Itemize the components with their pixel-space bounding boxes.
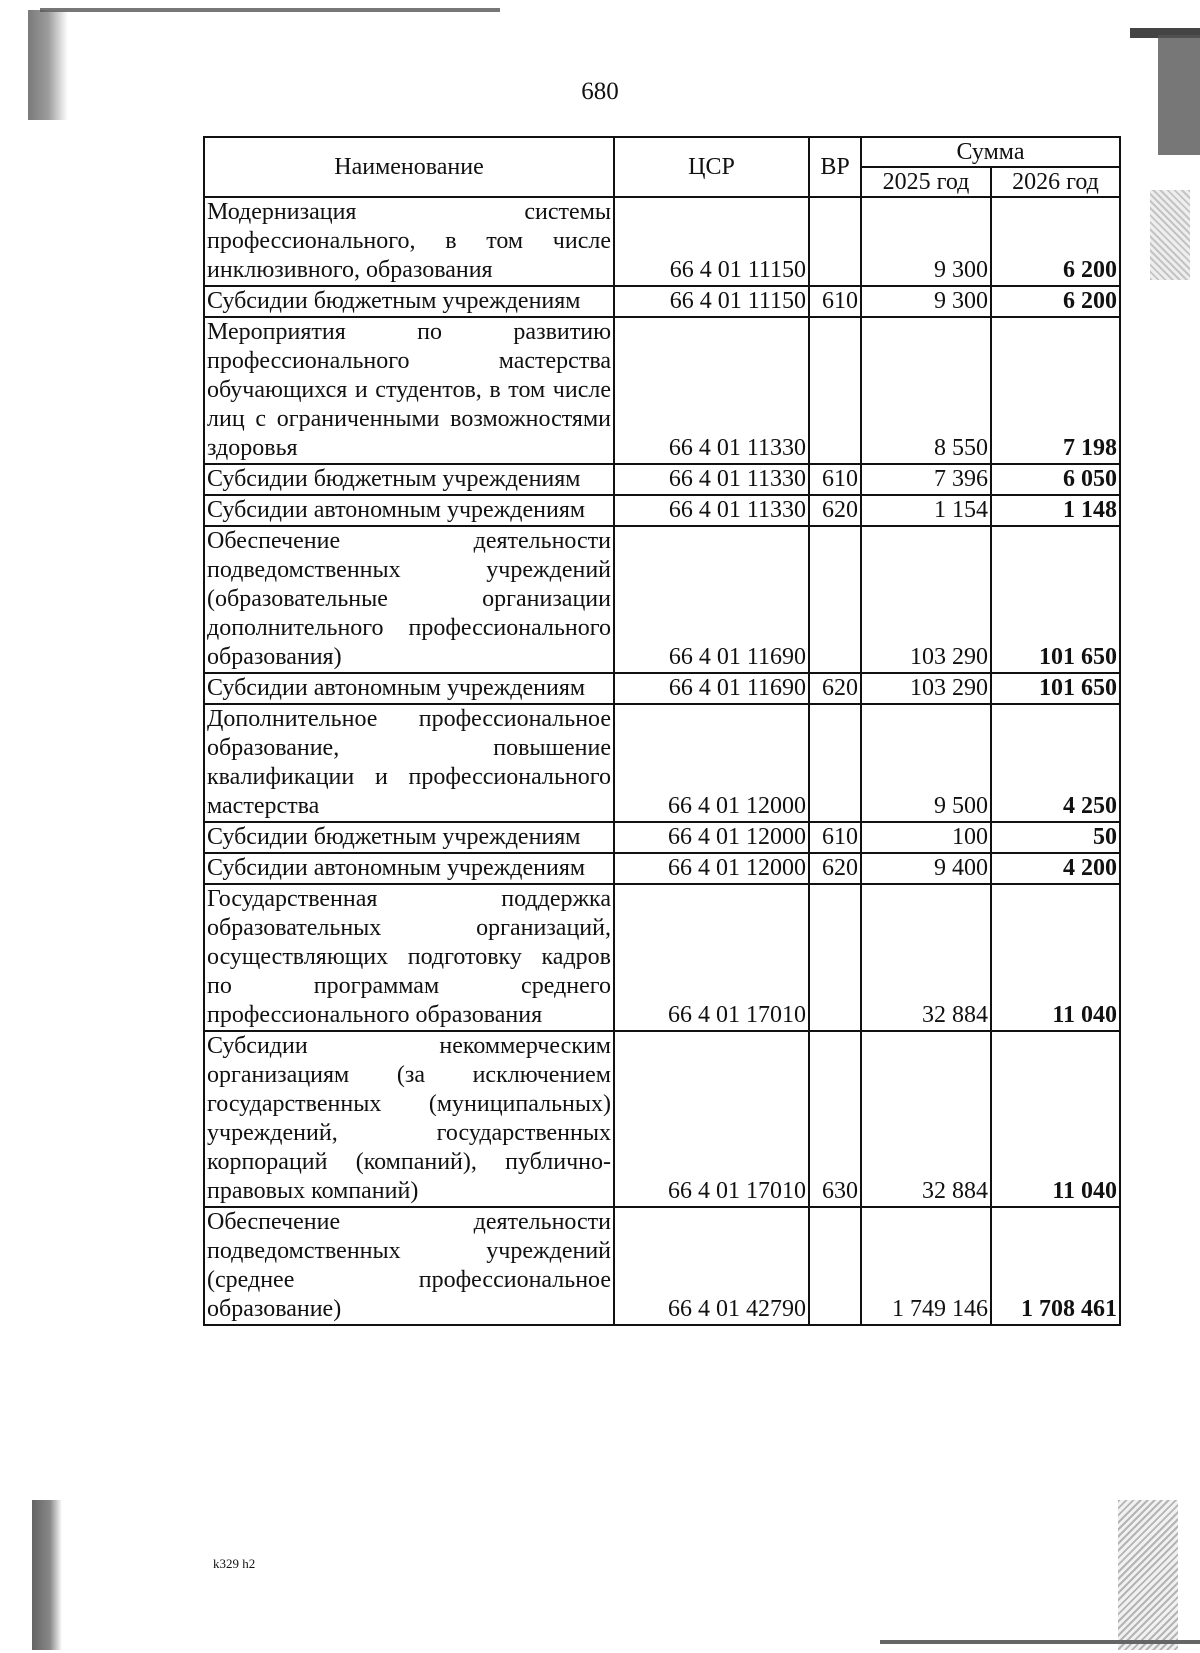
row-name-cell: Обеспечение деятельности подведомственных учреждений (образовательные организации дополнительного профессионального образования) [204,526,614,673]
row-name-cell: Субсидии автономным учреждениям [204,673,614,704]
row-amount-2026-cell: 11 040 [991,1031,1120,1207]
row-vr-cell: 610 [809,464,861,495]
row-amount-2026-cell: 6 200 [991,197,1120,286]
table-row [204,495,1120,526]
row-amount-2026-cell: 101 650 [991,673,1120,704]
page-number: 680 [581,78,619,105]
row-amount-2026-cell: 1 708 461 [991,1207,1120,1325]
row-csr-cell: 66 4 01 12000 [614,822,809,853]
row-vr-cell [809,704,861,822]
scan-edge-bottom [880,1640,1200,1644]
row-amount-2025-cell: 103 290 [861,526,991,673]
header-row [204,137,1120,167]
table-row [204,197,1120,286]
row-csr-cell: 66 4 01 12000 [614,704,809,822]
row-amount-2025-cell: 8 550 [861,317,991,464]
row-vr-cell [809,526,861,673]
row-amount-2025-cell: 32 884 [861,1031,991,1207]
row-csr-cell: 66 4 01 11690 [614,673,809,704]
row-csr-cell: 66 4 01 11150 [614,286,809,317]
header-sum: Сумма [861,137,1120,167]
header-csr: ЦСР [614,137,809,197]
row-name-cell: Субсидии автономным учреждениям [204,853,614,884]
row-amount-2025-cell: 1 749 146 [861,1207,991,1325]
row-vr-cell: 630 [809,1031,861,1207]
row-csr-cell: 66 4 01 11330 [614,317,809,464]
row-amount-2025-cell: 100 [861,822,991,853]
row-amount-2025-cell: 32 884 [861,884,991,1031]
row-amount-2025-cell: 1 154 [861,495,991,526]
row-amount-2026-cell: 4 250 [991,704,1120,822]
table-row [204,673,1120,704]
row-name-cell: Субсидии бюджетным учреждениям [204,286,614,317]
row-vr-cell: 620 [809,673,861,704]
row-csr-cell: 66 4 01 17010 [614,884,809,1031]
row-vr-cell [809,317,861,464]
row-amount-2026-cell: 1 148 [991,495,1120,526]
row-name-cell: Дополнительное профессиональное образование, повышение квалификации и профессионального мастерства [204,704,614,822]
row-vr-cell: 620 [809,853,861,884]
row-csr-cell: 66 4 01 11330 [614,464,809,495]
row-amount-2026-cell: 6 200 [991,286,1120,317]
row-amount-2026-cell: 11 040 [991,884,1120,1031]
row-amount-2025-cell: 9 300 [861,286,991,317]
table-row [204,1031,1120,1207]
row-amount-2026-cell: 101 650 [991,526,1120,673]
header-vr: ВР [809,137,861,197]
scan-shadow-left-bottom [32,1500,62,1650]
row-vr-cell [809,197,861,286]
row-csr-cell: 66 4 01 11150 [614,197,809,286]
table-row [204,1207,1120,1325]
row-vr-cell: 620 [809,495,861,526]
header-year-2025: 2025 год [861,167,991,197]
row-name-cell: Субсидии некоммерческим организациям (за исключением государственных (муниципальных) учреждений, государственных корпораций (компаний), публично-правовых компаний) [204,1031,614,1207]
row-amount-2025-cell: 9 400 [861,853,991,884]
row-vr-cell [809,884,861,1031]
scan-edge-top [40,8,500,12]
row-name-cell: Субсидии автономным учреждениям [204,495,614,526]
row-csr-cell: 66 4 01 42790 [614,1207,809,1325]
row-amount-2026-cell: 7 198 [991,317,1120,464]
row-amount-2025-cell: 103 290 [861,673,991,704]
scan-noise-right [1150,190,1190,280]
row-amount-2026-cell: 50 [991,822,1120,853]
table-row [204,286,1120,317]
table-row [204,884,1120,1031]
row-csr-cell: 66 4 01 17010 [614,1031,809,1207]
budget-table [203,136,1121,1326]
row-name-cell: Модернизация системы профессионального, в том числе инклюзивного, образования [204,197,614,286]
row-csr-cell: 66 4 01 12000 [614,853,809,884]
table-row [204,853,1120,884]
header-name: Наименование [204,137,614,197]
table-row [204,822,1120,853]
row-amount-2026-cell: 4 200 [991,853,1120,884]
row-csr-cell: 66 4 01 11690 [614,526,809,673]
table-row [204,704,1120,822]
table-row [204,317,1120,464]
row-amount-2025-cell: 7 396 [861,464,991,495]
row-amount-2025-cell: 9 500 [861,704,991,822]
row-amount-2026-cell: 6 050 [991,464,1120,495]
row-amount-2025-cell: 9 300 [861,197,991,286]
table-row [204,464,1120,495]
table-body [204,197,1120,1325]
scan-noise-right-bottom [1118,1500,1178,1650]
row-name-cell: Мероприятия по развитию профессионального мастерства обучающихся и студентов, в том числе лиц с ограниченными возможностями здоровья [204,317,614,464]
row-name-cell: Обеспечение деятельности подведомственных учреждений (среднее профессиональное образование) [204,1207,614,1325]
footer-code: k329 h2 [213,1556,256,1571]
row-vr-cell: 610 [809,822,861,853]
header-year-2026: 2026 год [991,167,1120,197]
row-vr-cell: 610 [809,286,861,317]
row-vr-cell [809,1207,861,1325]
table-row [204,526,1120,673]
row-name-cell: Государственная поддержка образовательных организаций, осуществляющих подготовку кадров по программам среднего профессионального образования [204,884,614,1031]
row-name-cell: Субсидии бюджетным учреждениям [204,822,614,853]
row-name-cell: Субсидии бюджетным учреждениям [204,464,614,495]
row-csr-cell: 66 4 01 11330 [614,495,809,526]
